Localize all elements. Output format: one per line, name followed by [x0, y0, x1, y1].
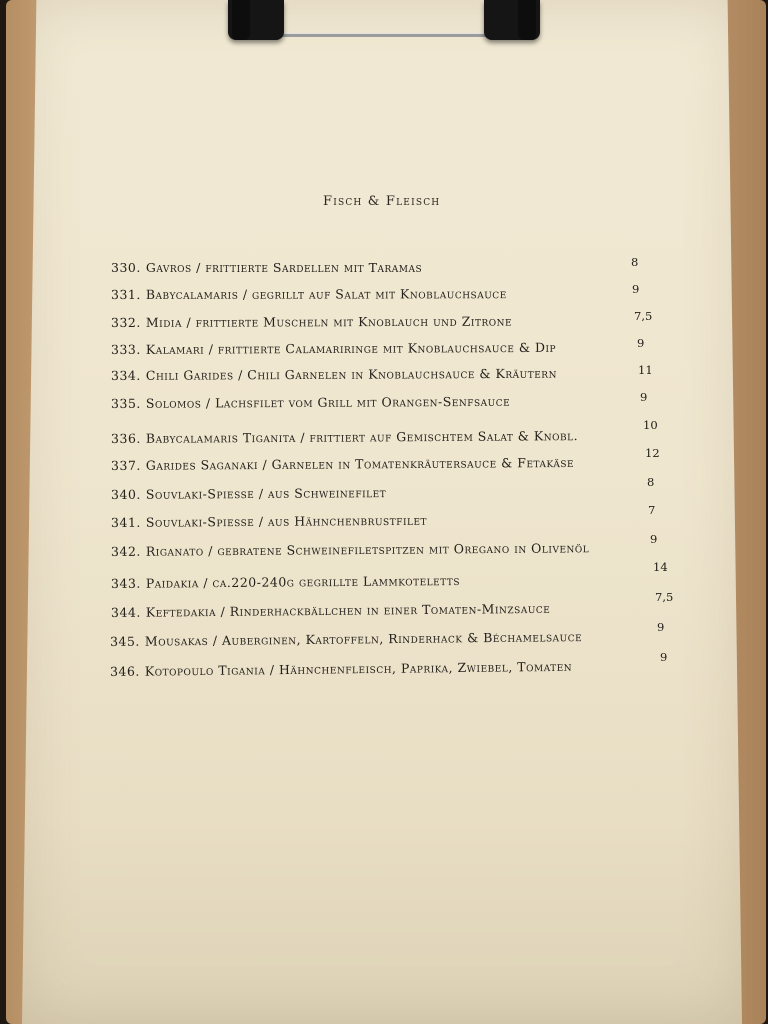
- menu-item: [111, 311, 512, 330]
- menu-item: [111, 391, 510, 411]
- menu-item: [111, 537, 589, 559]
- menu-item-price: 9: [660, 650, 668, 664]
- menu-item-name: Riganato / gebratene Schweinefiletspitzen mit Oregano in Olivenöl: [145, 540, 590, 559]
- menu-item: [111, 482, 386, 502]
- menu-item-number: 342.: [110, 543, 141, 559]
- menu-item-price: 9: [640, 390, 648, 404]
- menu-item-name: Mousakas / Auberginen, Kartoffeln, Rinderhack & Béchamelsauce: [144, 629, 583, 649]
- menu-item-name: Solomos / Lachsfilet vom Grill mit Orangen-Senfsauce: [145, 393, 511, 411]
- menu-item-name: Babycalamaris / gegrillt auf Salat mit Knoblauchsauce: [145, 286, 507, 302]
- menu-item-price: 9: [650, 532, 658, 546]
- menu-item-price: 8: [631, 255, 639, 269]
- menu-item-name: Kalamari / frittierte Calamariringe mit Knoblauchsauce & Dip: [145, 339, 557, 357]
- menu-item: [110, 656, 572, 679]
- menu-item-number: 337.: [110, 457, 141, 473]
- menu-item-name: Paidakia / ca.220-240g gegrillte Lammkoteletts: [145, 572, 461, 591]
- menu-item-name: Souvlaki-Spiesse / aus Hähnchenbrustfilet: [145, 512, 428, 530]
- menu-item-number: 341.: [110, 514, 141, 530]
- menu-item: [111, 363, 557, 383]
- menu-item-price: 9: [637, 336, 645, 350]
- menu-item-number: 333.: [110, 341, 141, 357]
- menu-item-price: 9: [632, 282, 640, 296]
- menu-item: [111, 337, 556, 357]
- menu-item-name: Souvlaki-Spiesse / aus Schweinefilet: [145, 485, 387, 502]
- menu-item-number: 346.: [109, 663, 140, 679]
- menu-item-number: 343.: [110, 575, 141, 591]
- menu-item-price: 10: [643, 418, 658, 432]
- menu-item: [111, 598, 550, 620]
- menu-item-number: 336.: [110, 430, 141, 446]
- menu-item-price: 11: [638, 363, 653, 377]
- menu-item-name: Babycalamaris Tiganita / frittiert auf Gemischtem Salat & Knobl.: [145, 428, 579, 446]
- menu-item-number: 335.: [110, 395, 141, 411]
- menu-item: [111, 283, 507, 302]
- menu-item-number: 330.: [111, 260, 141, 275]
- menu-item-price: 7,5: [634, 309, 653, 323]
- menu-item: [111, 425, 578, 446]
- menu-item-price: 12: [645, 446, 660, 460]
- menu-item-number: 334.: [110, 367, 141, 383]
- menu-item-price: 7: [648, 503, 656, 517]
- menu-item-price: 14: [653, 560, 668, 574]
- menu-item: [111, 257, 422, 275]
- menu-item-name: Keftedakia / Rinderhackbällchen in einer Tomaten-Minzsauce: [145, 600, 551, 620]
- menu-section-title: Fisch & Fleisch: [323, 194, 441, 209]
- menu-item-name: Kotopoulo Tigania / Hähnchenfleisch, Paprika, Zwiebel, Tomaten: [144, 658, 573, 679]
- menu-item-number: 331.: [110, 286, 141, 302]
- menu-item-number: 340.: [110, 486, 141, 502]
- menu-item-name: Midia / frittierte Muscheln mit Knoblauch und Zitrone: [145, 313, 513, 330]
- menu-item: [110, 626, 582, 649]
- menu-item-price: 8: [647, 475, 655, 489]
- menu-item-name: Chili Garides / Chili Garnelen in Knoblauchsauce & Kräutern: [145, 365, 557, 383]
- menu-item-price: 7,5: [655, 590, 674, 604]
- menu-item: [111, 510, 427, 530]
- menu-item-price: 9: [657, 620, 665, 634]
- menu-item-name: Gavros / frittierte Sardellen mit Taramas: [145, 260, 423, 275]
- menu-item-number: 345.: [109, 633, 140, 649]
- menu-item-name: Garides Saganaki / Garnelen in Tomatenkräutersauce & Fetakäse: [145, 454, 575, 473]
- menu-item: [111, 452, 574, 473]
- menu-item: [111, 570, 460, 591]
- menu-item-number: 332.: [110, 314, 141, 330]
- menu-item-number: 344.: [110, 604, 141, 620]
